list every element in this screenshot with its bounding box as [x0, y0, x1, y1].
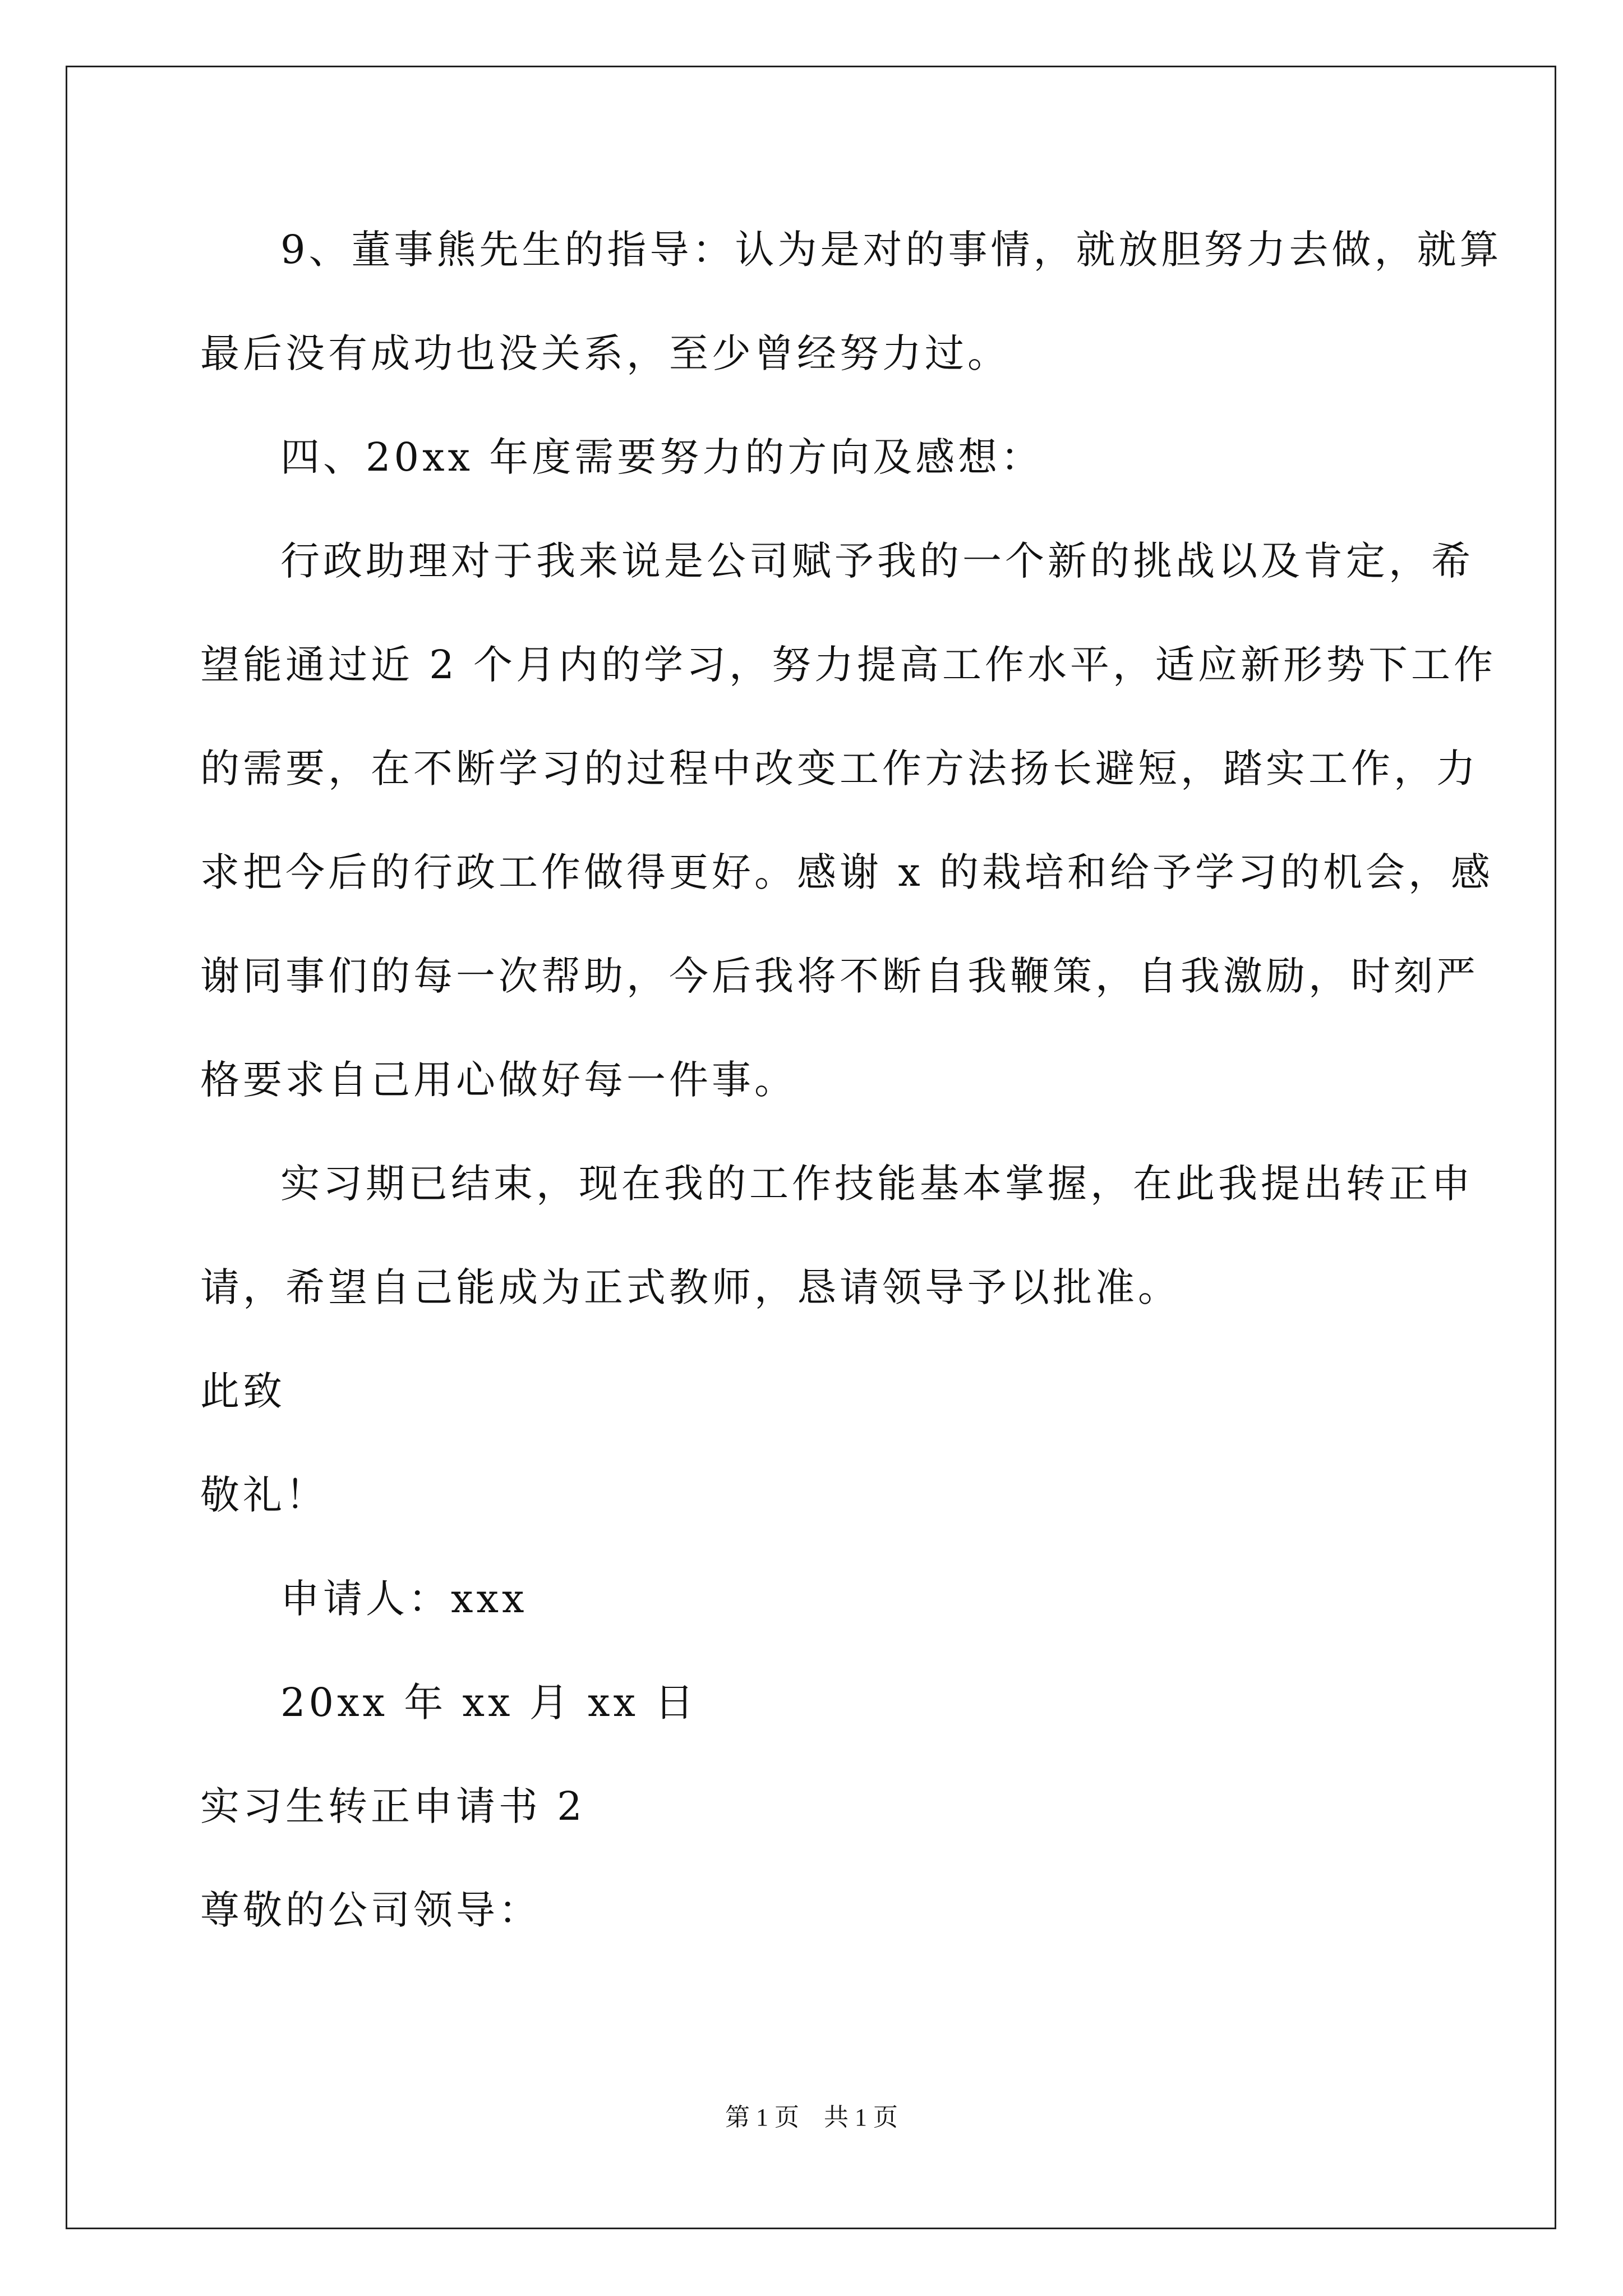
section-heading: 四、20xx 年度需要努力的方向及感想：: [280, 434, 1044, 480]
page-number-footer: 第 1 页 共 1 页: [725, 2104, 898, 2131]
paragraph-line: 谢同事们的每一次帮助，今后我将不断自我鞭策，自我激励，时刻严: [200, 953, 1479, 999]
paragraph-line: 行政助理对于我来说是公司赋予我的一个新的挑战以及肯定，希: [280, 538, 1474, 584]
paragraph-line: 实习期已结束，现在我的工作技能基本掌握，在此我提出转正申: [280, 1161, 1474, 1207]
closing-regards: 敬礼！: [200, 1472, 328, 1518]
application-date: 20xx 年 xx 月 xx 日: [280, 1680, 698, 1726]
paragraph-line: 最后没有成功也没关系，至少曾经努力过。: [200, 330, 1010, 376]
closing-salutation: 此致: [200, 1368, 285, 1414]
paragraph-line: 格要求自己用心做好每一件事。: [200, 1057, 797, 1103]
applicant-signature: 申请人：xxx: [280, 1576, 528, 1622]
paragraph-line: 求把今后的行政工作做得更好。感谢 x 的栽培和给予学习的机会，感: [200, 849, 1493, 895]
paragraph-line: 望能通过近 2 个月内的学习，努力提高工作水平，适应新形势下工作: [200, 642, 1497, 688]
paragraph-line: 请，希望自己能成为正式教师，恳请领导予以批准。: [200, 1264, 1181, 1310]
next-document-greeting: 尊敬的公司领导：: [200, 1887, 541, 1933]
next-document-title: 实习生转正申请书 2: [200, 1783, 585, 1829]
paragraph-line: 的需要，在不断学习的过程中改变工作方法扬长避短，踏实工作，力: [200, 746, 1479, 792]
paragraph-line: 9、董事熊先生的指导：认为是对的事情，就放胆努力去做，就算: [280, 227, 1502, 273]
